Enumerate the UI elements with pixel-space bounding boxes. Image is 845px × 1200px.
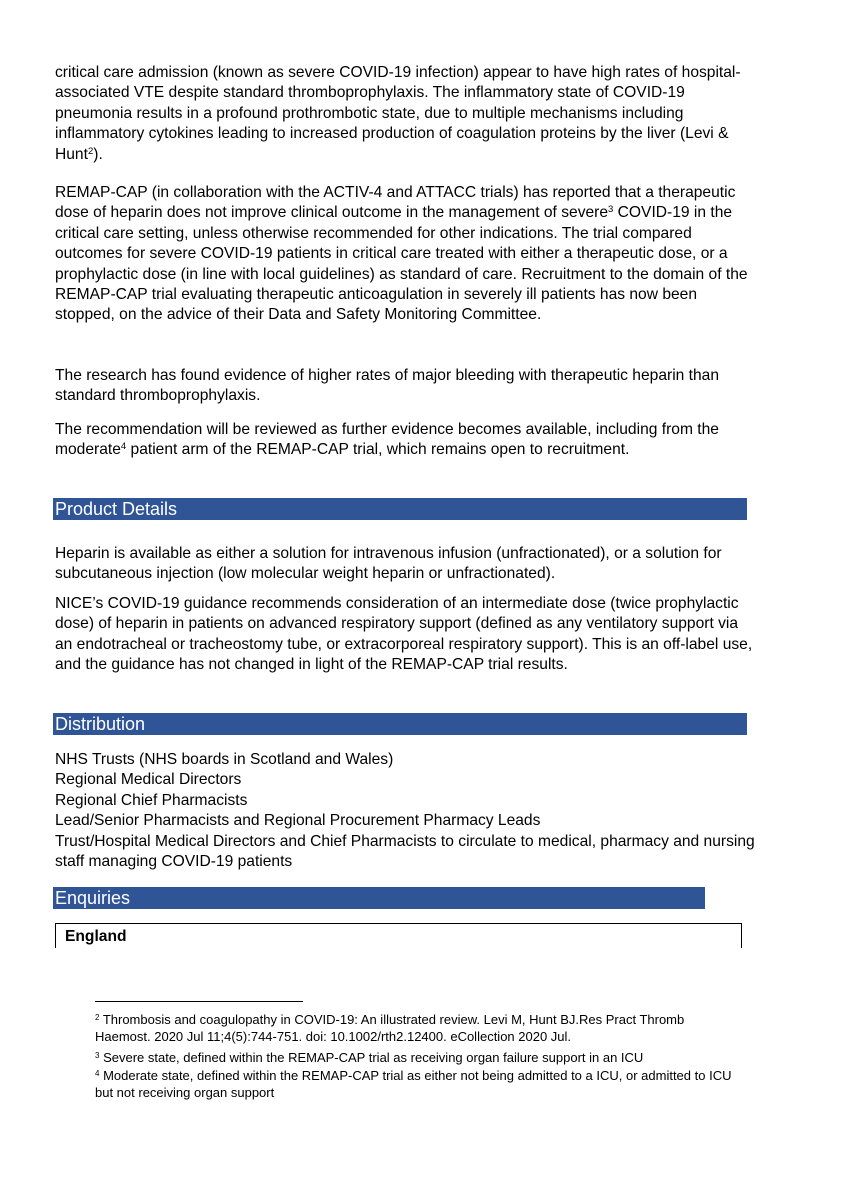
footnote-text: Thrombosis and coagulopathy in COVID-19: An illustrated review. Levi M, Hunt BJ.Res Pract Thromb Haemost. 2020 Jul 11;4(5):744-751. doi: 10.1002/rth2.12400. eCollection 2020 Jul. [95, 1012, 685, 1045]
footnote-number: 3 [95, 1051, 100, 1060]
footnote-ref-3[interactable]: 3 [608, 204, 614, 216]
distribution-item: Trust/Hospital Medical Directors and Chief Pharmacists to circulate to medical, pharmacy and nursing staff managing COVID-19 patients [55, 832, 755, 871]
paragraph-bleeding-evidence: The research has found evidence of higher rates of major bleeding with therapeutic heparin than standard thromboprophylaxis. [55, 367, 720, 405]
paragraph-text: critical care admission (known as severe COVID-19 infection) appear to have high rates of hospital-associated VTE despite standard thromboprophylaxis. The inflammatory state of COVID-19 pneumonia results in a profound prothrombotic state, due to multiple mechanisms including inflammatory cytokines leading to increased production of coagulation proteins by the liver (Levi & Hunt [55, 64, 741, 163]
paragraph-text-tail: ). [93, 145, 103, 163]
footnote-4 [95, 1067, 735, 1102]
distribution-item: NHS Trusts (NHS boards in Scotland and Wales) [55, 751, 394, 768]
paragraph-text-cont: COVID-19 in the critical care setting, unless otherwise recommended for other indications. The trial compared outcomes for severe COVID-19 patients in critical care treated with either a therapeutic dose, or a prophylactic dose (in line with local guidelines) as standard of care. Recruitment to the domain of the REMAP-CAP trial evaluating therapeutic anticoagulation in severely ill patients has now been stopped, on the advice of their Data and Safety Monitoring Committee. [55, 204, 748, 324]
paragraph-heparin-availability: Heparin is available as either a solution for intravenous infusion (unfractionated), or a solution for subcutaneous injection (low molecular weight heparin or unfractionated). [55, 545, 722, 583]
footnote-ref-2[interactable]: 2 [87, 145, 94, 157]
paragraph-nice-guidance: NICE’s COVID-19 guidance recommends consideration of an intermediate dose (twice prophylactic dose) of heparin in patients on advanced respiratory support (defined as any ventilatory support via an endotracheal or tracheostomy tube, or extracorporeal respiratory support). This is an off-label use, and the guidance has not changed in light of the REMAP-CAP trial results. [55, 595, 753, 674]
table-cell-england: England [65, 928, 127, 945]
paragraph-vte-risk [55, 63, 755, 165]
footnote-text: Moderate state, defined within the REMAP-CAP trial as either not being admitted to a ICU, or admitted to ICU but not receiving organ support [95, 1068, 732, 1101]
distribution-list [55, 750, 755, 872]
footnote-separator [95, 1001, 303, 1002]
enquiries-table [55, 923, 742, 948]
distribution-item: Lead/Senior Pharmacists and Regional Procurement Pharmacy Leads [55, 812, 541, 830]
distribution-item: Regional Chief Pharmacists [55, 791, 248, 809]
section-heading-enquiries: Enquiries [53, 887, 705, 909]
footnote-text: Severe state, defined within the REMAP-CAP trial as receiving organ failure support in an ICU [99, 1050, 644, 1065]
paragraph-text: The recommendation will be reviewed as further evidence becomes available, including from the moderate [55, 421, 719, 459]
distribution-item: Regional Medical Directors [55, 771, 242, 789]
paragraph-text-cont: patient arm of the REMAP-CAP trial, which remains open to recruitment. [126, 441, 630, 459]
footnote-2 [95, 1011, 735, 1046]
paragraph-remap-cap-result [55, 183, 755, 326]
footnote-number: 4 [95, 1069, 100, 1078]
section-heading-distribution: Distribution [53, 713, 747, 735]
paragraph-recommendation-review [55, 420, 755, 461]
footnote-ref-4[interactable]: 4 [120, 441, 127, 453]
section-heading-product-details: Product Details [53, 498, 747, 520]
footnote-3 [95, 1049, 735, 1066]
footnote-number: 2 [95, 1013, 100, 1022]
paragraph-text: REMAP-CAP (in collaboration with the ACTIV-4 and ATTACC trials) has reported that a therapeutic dose of heparin does not improve clinical outcome in the management of severe [55, 184, 736, 222]
